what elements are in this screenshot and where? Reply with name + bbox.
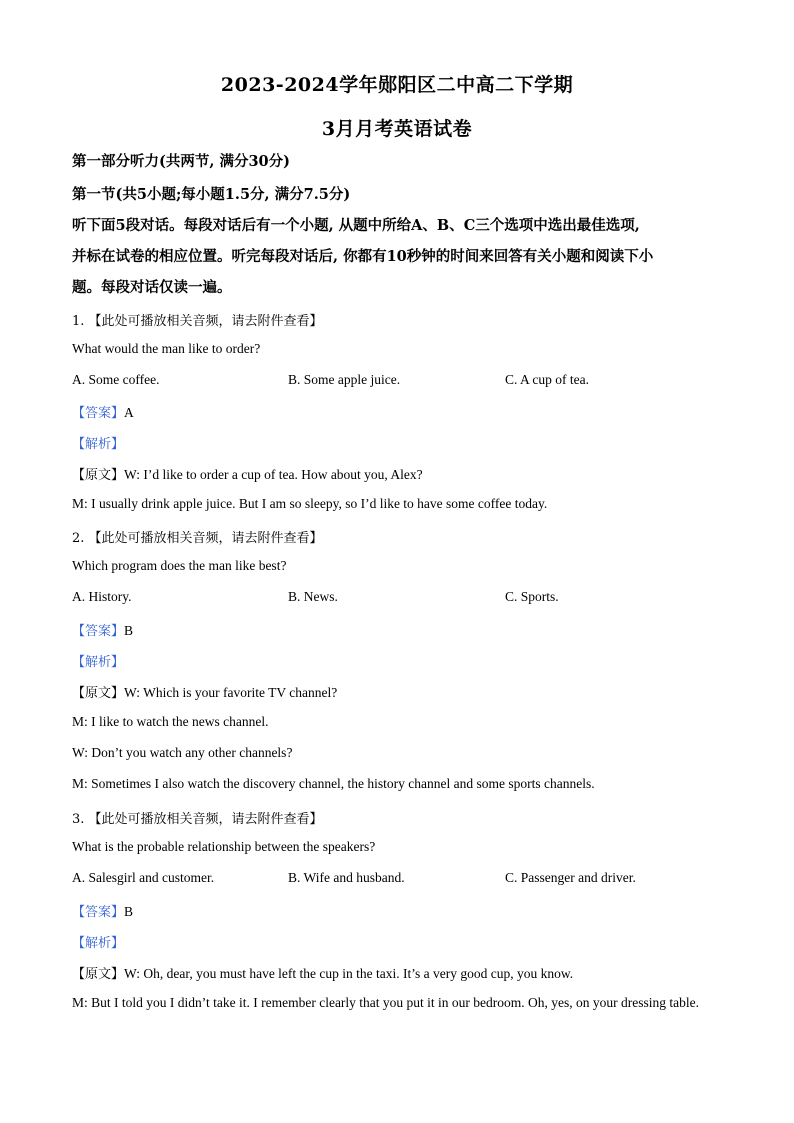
- transcript-label: 【原文】: [72, 967, 125, 982]
- question-3-audio-note[interactable]: [72, 808, 323, 827]
- answer-value: B: [124, 904, 134, 919]
- question-1-answer: [72, 402, 134, 421]
- section-heading: 第一节(共5小题;每小题1.5分, 满分7.5分): [72, 186, 351, 203]
- question-1-option-c: C. A cup of tea.: [505, 372, 589, 387]
- answer-label: 【答案】: [72, 406, 125, 421]
- question-1-text: What would the man like to order?: [72, 341, 261, 356]
- question-2-answer: [72, 620, 133, 639]
- instructions-line-2: 并标在试卷的相应位置。听完每段对话后, 你都有10秒钟的时间来回答有关小题和阅读下小: [72, 248, 654, 265]
- question-3-analysis-label: 【解析】: [72, 936, 125, 951]
- question-number: 2.: [72, 531, 85, 546]
- part-heading: 第一部分听力(共两节, 满分30分): [72, 153, 290, 170]
- transcript-label: 【原文】: [72, 468, 125, 483]
- question-2-transcript-4: M: Sometimes I also watch the discovery channel, the history channel and some sports channels.: [72, 776, 595, 791]
- question-2-transcript-2: M: I like to watch the news channel.: [72, 714, 269, 729]
- question-2-transcript-1: [72, 682, 337, 701]
- question-2-audio-note[interactable]: [72, 527, 323, 546]
- question-number: 1.: [72, 314, 85, 329]
- answer-value: B: [124, 623, 134, 638]
- question-2-option-b: B. News.: [288, 589, 338, 604]
- transcript-text: W: Which is your favorite TV channel?: [124, 685, 338, 700]
- question-2-text: Which program does the man like best?: [72, 558, 287, 573]
- document-title: 2023-2024学年郧阳区二中高二下学期: [220, 74, 574, 96]
- transcript-label: 【原文】: [72, 686, 125, 701]
- question-2-analysis-label: 【解析】: [72, 655, 125, 670]
- answer-label: 【答案】: [72, 905, 125, 920]
- answer-label: 【答案】: [72, 624, 125, 639]
- question-number: 3.: [72, 812, 85, 827]
- question-3-transcript-1: [72, 963, 573, 982]
- question-3-option-c: C. Passenger and driver.: [505, 870, 636, 885]
- question-3-answer: [72, 901, 133, 920]
- question-3-option-b: B. Wife and husband.: [288, 870, 405, 885]
- audio-placeholder[interactable]: 【此处可播放相关音频，请去附件查看】: [88, 314, 323, 329]
- question-1-transcript-2: M: I usually drink apple juice. But I am so sleepy, so I’d like to have some coffee today.: [72, 496, 548, 511]
- instructions-line-1: 听下面5段对话。每段对话后有一个小题, 从题中所给A、B、C三个选项中选出最佳选项,: [72, 217, 640, 234]
- question-1-transcript-1: [72, 464, 423, 483]
- transcript-text: W: Oh, dear, you must have left the cup in the taxi. It’s a very good cup, you know.: [124, 966, 574, 981]
- question-3-text: What is the probable relationship between the speakers?: [72, 839, 376, 854]
- document-subtitle: 3月月考英语试卷: [321, 118, 473, 140]
- question-2-option-a: A. History.: [72, 589, 132, 604]
- question-1-option-a: A. Some coffee.: [72, 372, 160, 387]
- question-1-audio-note[interactable]: [72, 310, 323, 329]
- audio-placeholder[interactable]: 【此处可播放相关音频，请去附件查看】: [88, 812, 323, 827]
- question-1-analysis-label: 【解析】: [72, 437, 125, 452]
- question-2-transcript-3: W: Don’t you watch any other channels?: [72, 745, 293, 760]
- question-2-option-c: C. Sports.: [505, 589, 559, 604]
- question-3-option-a: A. Salesgirl and customer.: [72, 870, 215, 885]
- instructions-line-3: 题。每段对话仅读一遍。: [72, 279, 232, 296]
- transcript-text: W: I’d like to order a cup of tea. How about you, Alex?: [124, 467, 423, 482]
- question-1-option-b: B. Some apple juice.: [288, 372, 401, 387]
- question-3-transcript-2: M: But I told you I didn’t take it. I remember clearly that you put it in our bedroom. Oh, yes, on your dressing table.: [72, 995, 700, 1010]
- audio-placeholder[interactable]: 【此处可播放相关音频，请去附件查看】: [88, 531, 323, 546]
- answer-value: A: [124, 405, 134, 420]
